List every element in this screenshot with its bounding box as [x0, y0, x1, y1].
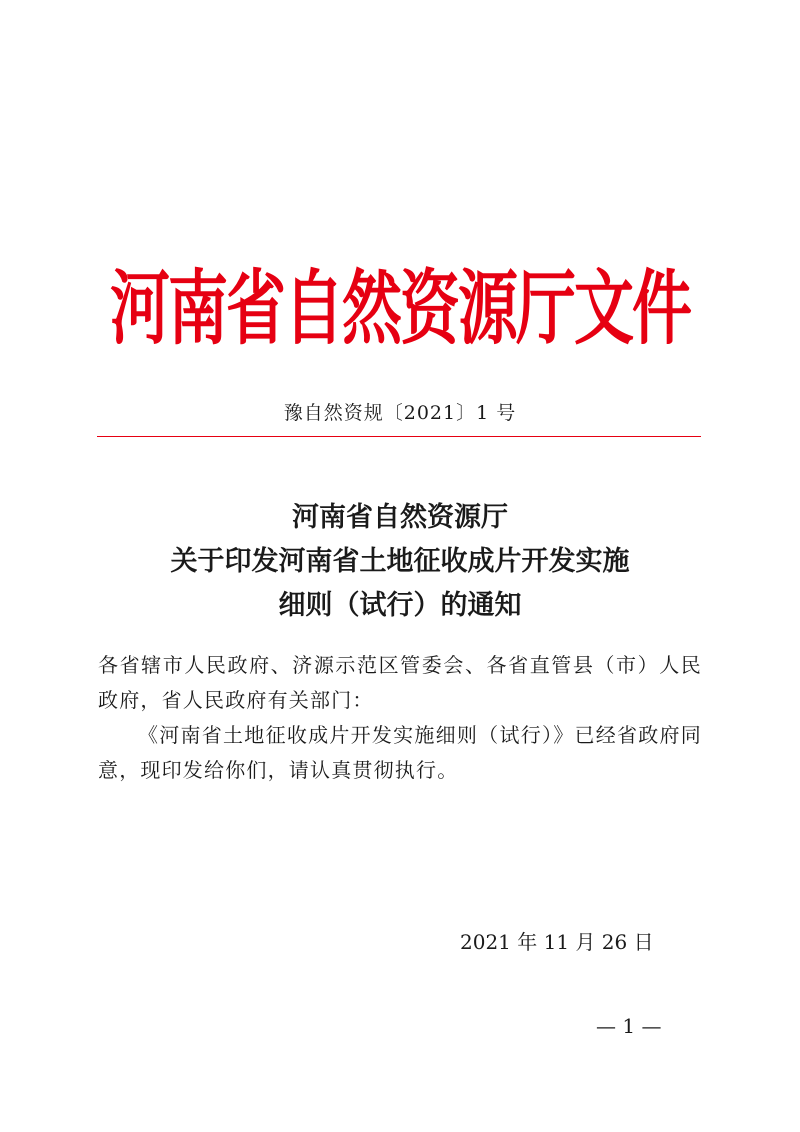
- red-divider-line: [97, 436, 701, 437]
- issue-date: 2021 年 11 月 26 日: [460, 930, 654, 954]
- document-number: 豫自然资规〔2021〕1 号: [283, 402, 517, 424]
- masthead-title: 河南省自然资源厅文件: [110, 262, 690, 357]
- notice-title: [0, 496, 800, 628]
- title-line-3: 细则（试行）的通知: [278, 590, 522, 621]
- notice-body: [98, 648, 702, 788]
- title-line-1: 河南省自然资源厅: [292, 502, 508, 533]
- title-line-2: 关于印发河南省土地征收成片开发实施: [170, 546, 630, 577]
- addressee-paragraph: 各省辖市人民政府、济源示范区管委会、各省直管县（市）人民政府，省人民政府有关部门：: [98, 653, 702, 712]
- main-paragraph: 《河南省土地征收成片开发实施细则（试行）》已经省政府同意，现印发给你们，请认真贯彻执行。: [98, 723, 702, 782]
- page-number: — 1 —: [596, 1014, 662, 1038]
